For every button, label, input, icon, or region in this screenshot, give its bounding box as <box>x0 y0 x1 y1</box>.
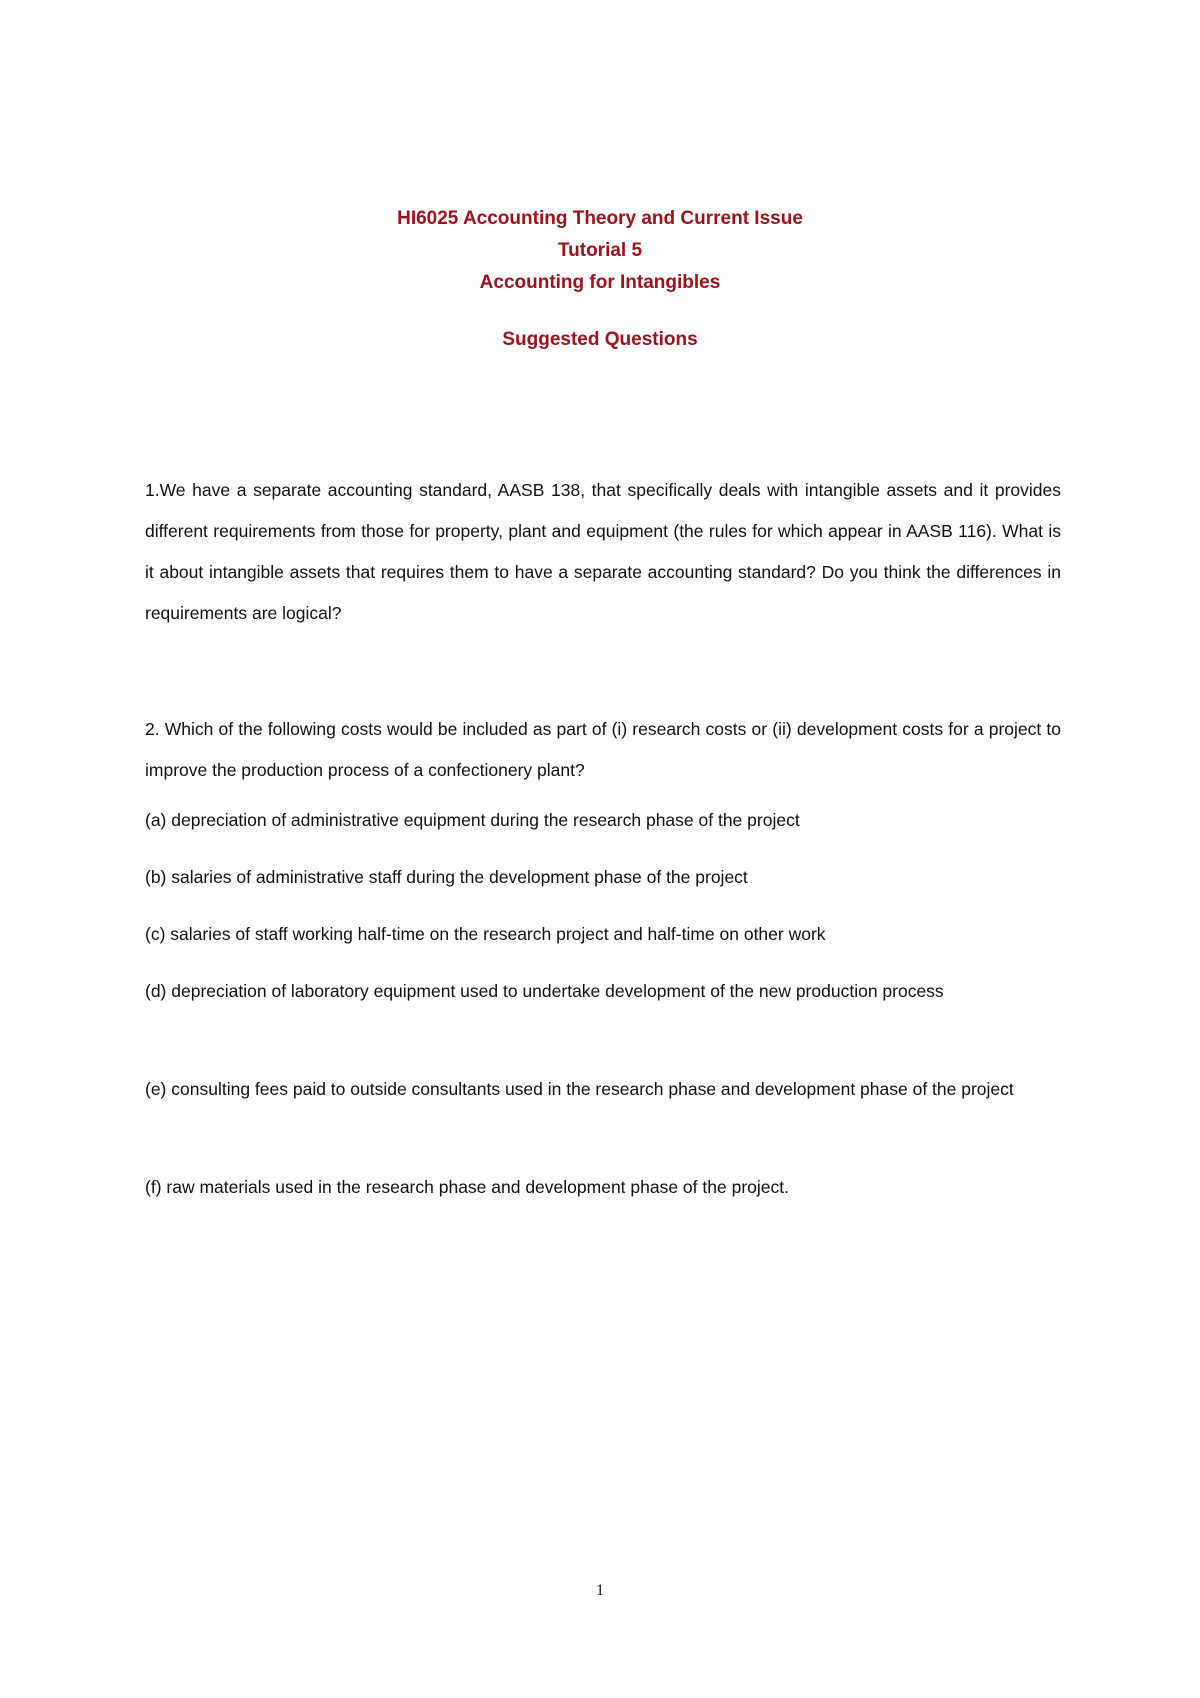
tutorial-topic: Accounting for Intangibles <box>479 272 721 293</box>
section-title: Suggested Questions <box>502 329 698 350</box>
course-title: HI6025 Accounting Theory and Current Issue <box>397 208 803 229</box>
page-number: 1 <box>596 1582 604 1599</box>
question-2-option-a: (a) depreciation of administrative equipment during the research phase of the project <box>145 810 800 830</box>
question-1: 1.We have a separate accounting standard, AASB 138, that specifically deals with intangible assets and it provides different requirements from those for property, plant and equipment (the rules for which appear in AASB 116). What is it about intangible assets that requires them to have a separate accounting standard? Do you think the differences in requirements are logical? <box>145 480 1061 623</box>
document-heading <box>0 203 1200 356</box>
question-2-option-e: (e) consulting fees paid to outside consultants used in the research phase and development phase of the project <box>145 1079 1014 1099</box>
question-2-option-f: (f) raw materials used in the research phase and development phase of the project. <box>145 1177 789 1197</box>
tutorial-number: Tutorial 5 <box>557 240 643 261</box>
question-2: 2. Which of the following costs would be included as part of (i) research costs or (ii) development costs for a project to improve the production process of a confectionery plant? <box>145 719 1061 780</box>
question-2-option-b: (b) salaries of administrative staff during the development phase of the project <box>145 867 748 887</box>
question-2-option-d: (d) depreciation of laboratory equipment used to undertake development of the new production process <box>145 981 944 1001</box>
question-2-option-c: (c) salaries of staff working half-time on the research project and half-time on other work <box>145 924 826 944</box>
